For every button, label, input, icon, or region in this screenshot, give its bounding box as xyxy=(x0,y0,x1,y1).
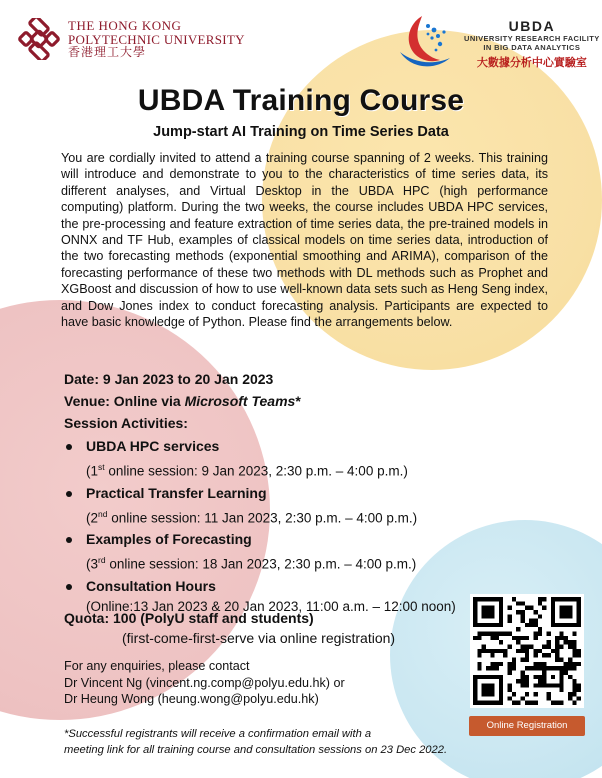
activity-detail xyxy=(86,550,564,575)
detail-open: (1 xyxy=(86,463,99,479)
bullet-icon xyxy=(66,584,72,590)
activity-title: Examples of Forecasting xyxy=(86,531,252,547)
footnote-line2: meeting link for all training course and consultation sessions on 23 Dec 2022. xyxy=(64,743,448,756)
footnote-line1: *Successful registrants will receive a confirmation email with a xyxy=(64,728,372,740)
polyu-logo xyxy=(18,18,245,60)
activity-title: UBDA HPC services xyxy=(86,438,220,454)
ubda-emblem-icon xyxy=(392,12,460,74)
activity-title: Consultation Hours xyxy=(86,577,216,594)
ordinal-suffix: rd xyxy=(98,555,106,565)
course-date: Date: 9 Jan 2023 to 20 Jan 2023 xyxy=(64,371,274,387)
bullet-icon xyxy=(66,537,72,543)
contact-heung-wong: Dr Heung Wong (heung.wong@polyu.edu.hk) xyxy=(64,692,319,707)
bullet-icon xyxy=(66,444,72,450)
footnote xyxy=(64,727,504,758)
polyu-name-line1: THE HONG KONG xyxy=(68,18,182,34)
activity-item xyxy=(64,529,564,575)
venue-suffix: * xyxy=(295,393,301,409)
activity-detail xyxy=(86,457,564,482)
session-activities-label: Session Activities: xyxy=(64,415,188,431)
polyu-name-chinese: 香港理工大學 xyxy=(68,45,147,60)
contact-vincent-ng: Dr Vincent Ng (vincent.ng.comp@polyu.edu.hk) or xyxy=(64,675,345,690)
detail-open: (2 xyxy=(86,510,99,525)
bullet-icon xyxy=(66,491,72,497)
activity-item xyxy=(64,483,564,529)
polyu-emblem-icon xyxy=(18,18,60,60)
venue-platform: Microsoft Teams xyxy=(184,393,296,409)
intro-paragraph: You are cordially invited to attend a training course spanning of 2 weeks. This training will introduce and demonstrate to you to the characteristics of time series data, its different analyses, and Virtual Desktop in the UBDA HPC (high performance computing) platform. During the two weeks, the course includes UBDA HPC services, the pre-processing and feature extraction of time series data, the pre-trained models in ONNX and TF Hub, examples of classical models on time series data, introduction of the two forecasting methods (exponential smoothing and ARIMA), comparison of the forecasting performance of these two methods with DL methods such as Prophet and XGBoost and discussion of how to use well-known data sets such as Heng Seng index, and Dow Jones index to conduct forecasting analysis. Participants are expected to have basic knowledge of Python. Please find the arrangements below. xyxy=(61,151,548,330)
course-details xyxy=(64,368,564,618)
ordinal-suffix: st xyxy=(98,462,105,472)
detail-rest: online session: 18 Jan 2023, 2:30 p.m. – 4:00 p.m.) xyxy=(105,556,417,572)
detail-open: (3 xyxy=(86,556,99,572)
quota-sub: (first-come-first-serve via online registration) xyxy=(122,630,396,646)
activity-detail xyxy=(86,504,564,529)
ubda-title: UBDA xyxy=(508,18,556,34)
detail-rest: online session: 11 Jan 2023, 2:30 p.m. – 4:00 p.m.) xyxy=(107,510,418,525)
ubda-chinese-name: 大數據分析中心實驗室 xyxy=(476,56,587,69)
course-venue xyxy=(64,390,564,412)
ubda-subtitle-line2: IN BIG DATA ANALYTICS xyxy=(483,43,581,52)
venue-prefix: Venue: Online via xyxy=(64,393,185,409)
page-subtitle: Jump-start AI Training on Time Series Data xyxy=(153,124,449,140)
quota-main: Quota: 100 (PolyU staff and students) xyxy=(64,610,314,626)
contact-block xyxy=(64,658,345,708)
contact-intro: For any enquiries, please contact xyxy=(64,659,250,673)
ubda-subtitle-line1: UNIVERSITY RESEARCH FACILITY xyxy=(464,34,600,43)
activity-item xyxy=(64,436,564,482)
detail-rest: online session: 9 Jan 2023, 2:30 p.m. – 4:00 p.m.) xyxy=(104,463,408,479)
polyu-name-line2: POLYTECHNIC UNIVERSITY xyxy=(68,31,245,47)
ubda-logo xyxy=(392,12,600,74)
online-registration-button[interactable]: Online Registration xyxy=(469,716,585,736)
activity-title: Practical Transfer Learning xyxy=(86,484,267,501)
activity-list xyxy=(64,436,564,617)
registration-qr-code[interactable] xyxy=(470,594,584,708)
ordinal-suffix: nd xyxy=(98,508,108,519)
activity-detail: (Online:13 Jan 2023 & 20 Jan 2023, 11:00 a.m. – 12:00 noon) xyxy=(86,598,456,614)
qr-code-icon xyxy=(473,597,581,705)
page-title: UBDA Training Course xyxy=(137,84,465,117)
quota-block xyxy=(64,608,395,648)
